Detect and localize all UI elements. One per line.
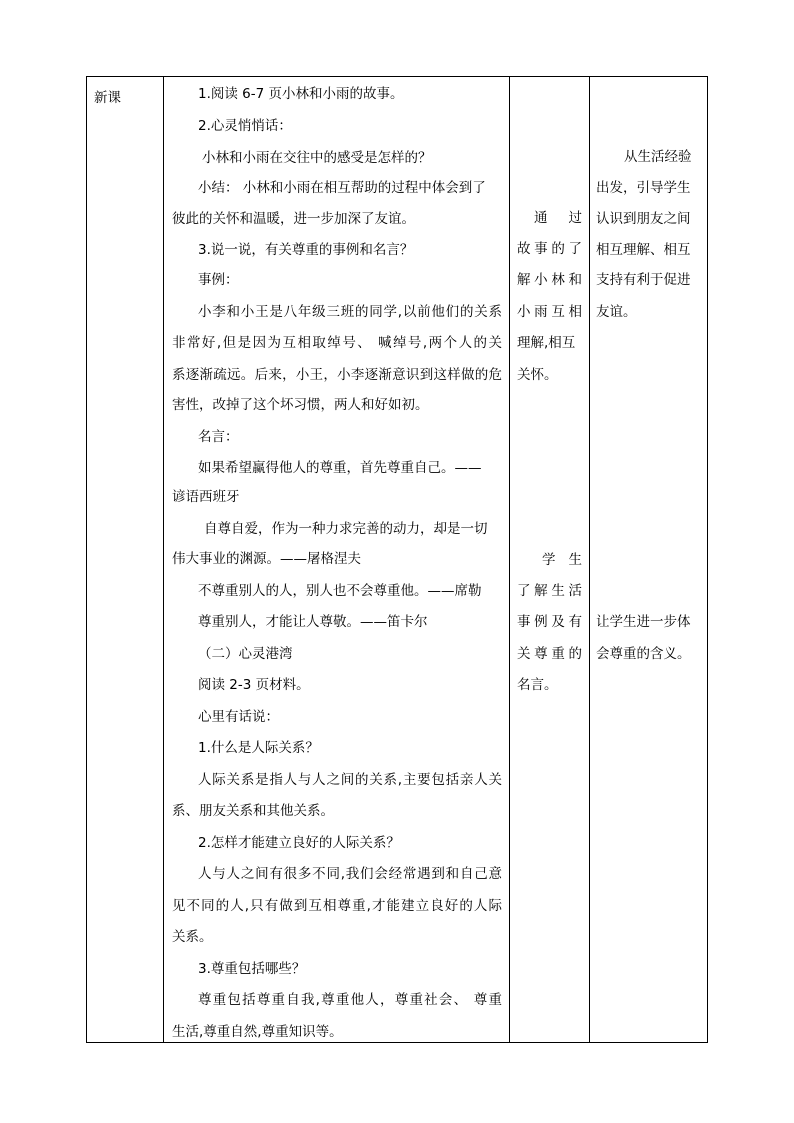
student-activity-line: 故事的了: [517, 241, 582, 257]
content-line: 小李和小王是八年级三班的同学,以前他们的关系: [198, 304, 502, 320]
student-activity-line: 学 生: [542, 552, 582, 568]
content-line: 如果希望赢得他人的尊重，首先尊重自己。——: [198, 460, 482, 476]
content-line: 系、朋友关系和其他关系。: [172, 803, 334, 819]
student-activity-line: 解小林和: [517, 272, 582, 288]
design-intent-line: 相互理解、相互: [596, 242, 691, 258]
design-intent-line: 让学生进一步体: [596, 614, 691, 630]
content-line: 不尊重别人的人，别人也不会尊重他。——席勒: [198, 583, 482, 599]
content-line: 尊重包括尊重自我,尊重他人，尊重社会、 尊重: [198, 992, 502, 1008]
student-activity-line: 小雨互相: [517, 304, 582, 320]
content-line: 1.什么是人际关系？: [198, 740, 319, 756]
design-intent-line: 出发，引导学生: [596, 180, 691, 196]
content-line: 小结： 小林和小雨在相互帮助的过程中体会到了: [198, 180, 486, 196]
student-activity-line: 通 过: [534, 210, 582, 226]
content-line: 名言：: [198, 429, 239, 445]
content-line: （二）心灵港湾: [198, 646, 293, 662]
design-intent-line: 认识到朋友之间: [596, 211, 691, 227]
content-line: 事例：: [198, 272, 239, 288]
content-line: 阅读 2-3 页材料。: [198, 677, 310, 693]
student-activity-line: 关尊重的: [517, 646, 582, 662]
content-line: 小林和小雨在交往中的感受是怎样的？: [202, 150, 432, 166]
student-activity-line: 事例及有: [517, 614, 582, 630]
content-line: 生活,尊重自然,尊重知识等。: [172, 1024, 343, 1040]
content-line: 彼此的关怀和温暖，进一步加深了友谊。: [172, 211, 415, 227]
design-intent-line: 友谊。: [596, 304, 637, 320]
content-line: 尊重别人，才能让人尊敬。——笛卡尔: [198, 614, 428, 630]
content-line: 自尊自爱，作为一种力求完善的动力，却是一切: [204, 521, 488, 537]
design-intent-line: 会尊重的含义。: [596, 646, 691, 662]
content-line: 谚语西班牙: [172, 489, 240, 505]
content-line: 人与人之间有很多不同,我们会经常遇到和自己意: [198, 866, 502, 882]
design-intent-line: 从生活经验: [624, 149, 692, 165]
student-activity-line: 关怀。: [517, 367, 558, 383]
content-line: 见不同的人,只有做到互相尊重,才能建立良好的人际: [172, 898, 502, 914]
content-line: 2.心灵悄悄话：: [198, 118, 292, 134]
section-label-cell: [87, 77, 164, 1042]
content-line: 人际关系是指人与人之间的关系,主要包括亲人关: [198, 772, 502, 788]
content-line: 系逐渐疏远。后来，小王，小李逐渐意识到这样做的危: [172, 367, 502, 383]
content-line: 害性，改掉了这个坏习惯，两人和好如初。: [172, 397, 429, 413]
student-activity-cell: [510, 77, 590, 1042]
content-line: 关系。: [172, 929, 213, 945]
lesson-plan-table: [86, 76, 708, 1043]
content-line: 1.阅读 6-7 页小林和小雨的故事。: [198, 86, 404, 102]
student-activity-line: 了解生活: [517, 583, 582, 599]
student-activity-line: 理解,相互: [517, 335, 576, 351]
content-line: 2.怎样才能建立良好的人际关系？: [198, 835, 400, 851]
content-line: 伟大事业的渊源。——屠格涅夫: [172, 551, 361, 567]
design-intent-line: 支持有利于促进: [596, 272, 691, 288]
section-label: 新课: [94, 90, 121, 106]
content-line: 3.说一说，有关尊重的事例和名言？: [198, 242, 414, 258]
student-activity-line: 名言。: [517, 677, 558, 693]
content-line: 心里有话说：: [198, 709, 279, 725]
design-intent-cell: [590, 77, 709, 1042]
content-line: 3.尊重包括哪些？: [198, 961, 306, 977]
content-line: 非常好,但是因为互相取绰号、 喊绰号,两个人的关: [172, 335, 502, 351]
